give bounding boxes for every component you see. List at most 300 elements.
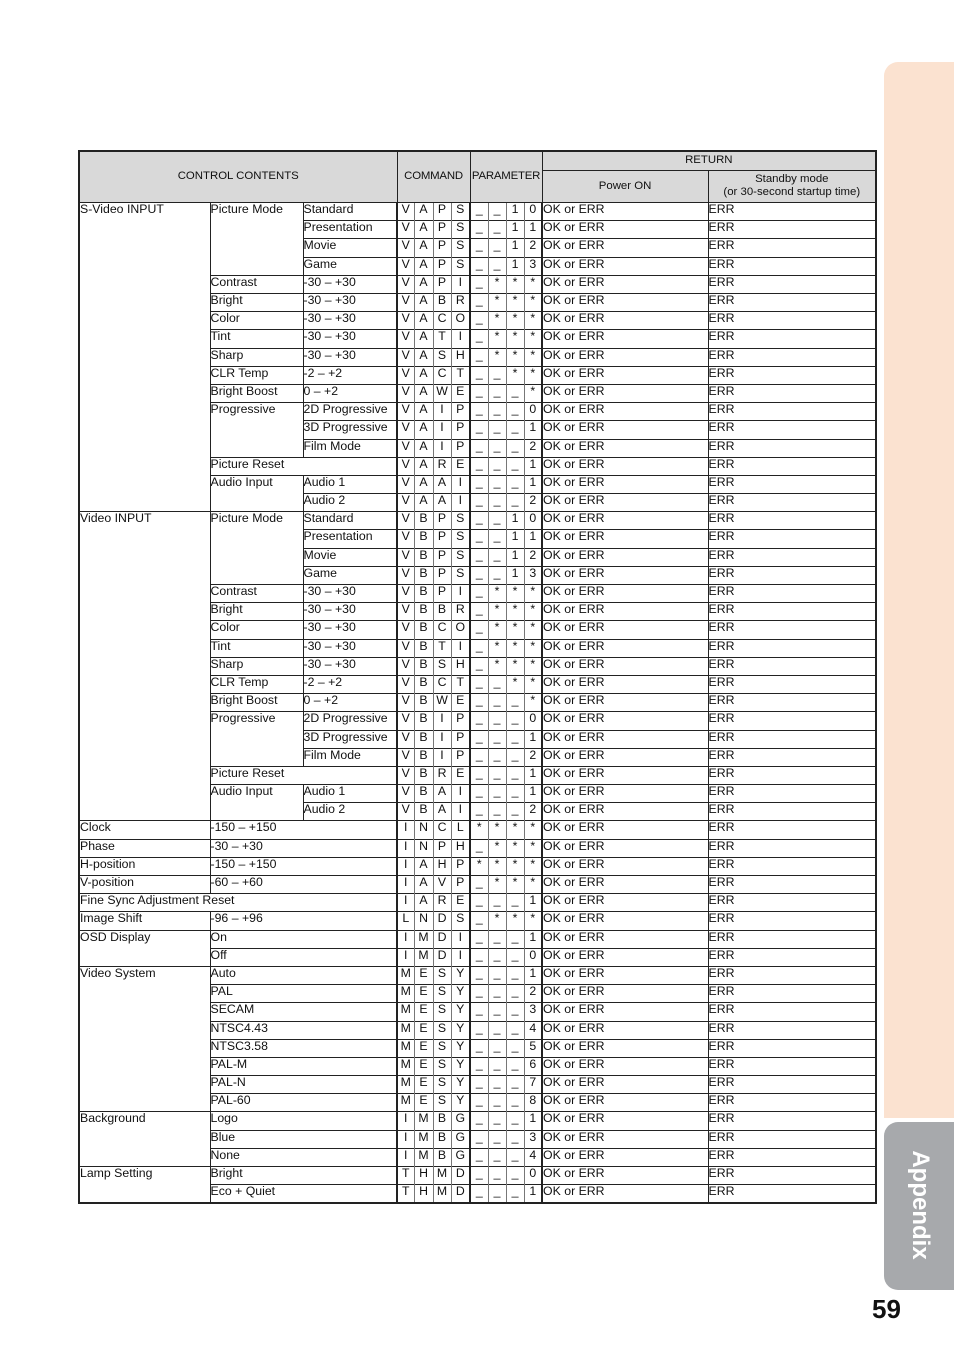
control-group-cell bbox=[79, 275, 210, 293]
parameter-char-cell: _ bbox=[470, 1112, 488, 1130]
command-char-cell: V bbox=[397, 403, 414, 421]
command-char-cell: S bbox=[451, 566, 470, 584]
parameter-char-cell: _ bbox=[470, 1167, 488, 1185]
table-row bbox=[79, 366, 876, 384]
parameter-char-cell: * bbox=[488, 275, 506, 293]
command-char-cell: A bbox=[414, 494, 433, 512]
command-char-cell: P bbox=[433, 512, 451, 530]
command-char-cell: L bbox=[397, 912, 414, 930]
parameter-char-cell: _ bbox=[470, 294, 488, 312]
command-char-cell: M bbox=[414, 1112, 433, 1130]
command-char-cell: V bbox=[397, 421, 414, 439]
parameter-char-cell: _ bbox=[488, 1185, 506, 1204]
parameter-char-cell: 1 bbox=[506, 530, 524, 548]
command-char-cell: I bbox=[451, 930, 470, 948]
command-char-cell: V bbox=[397, 621, 414, 639]
command-char-cell: A bbox=[414, 312, 433, 330]
command-char-cell: V bbox=[397, 312, 414, 330]
parameter-char-cell: * bbox=[506, 821, 524, 839]
parameter-char-cell: * bbox=[488, 585, 506, 603]
control-group-cell bbox=[79, 257, 210, 275]
control-item-cell: Bright bbox=[210, 603, 303, 621]
command-char-cell: H bbox=[451, 348, 470, 366]
control-group-cell bbox=[79, 566, 210, 584]
parameter-char-cell: * bbox=[524, 912, 542, 930]
table-row bbox=[79, 639, 876, 657]
return-standby-cell: ERR bbox=[708, 330, 876, 348]
control-item-cell bbox=[210, 257, 303, 275]
control-item-cell bbox=[210, 494, 303, 512]
command-char-cell: V bbox=[397, 785, 414, 803]
table-row bbox=[79, 403, 876, 421]
parameter-char-cell: 0 bbox=[524, 712, 542, 730]
command-char-cell: G bbox=[451, 1112, 470, 1130]
control-setting-cell: 0 – +2 bbox=[303, 384, 397, 402]
parameter-char-cell: * bbox=[524, 639, 542, 657]
parameter-char-cell: _ bbox=[470, 1094, 488, 1112]
parameter-char-cell: _ bbox=[488, 530, 506, 548]
parameter-char-cell: _ bbox=[488, 675, 506, 693]
parameter-char-cell: _ bbox=[488, 421, 506, 439]
command-char-cell: B bbox=[433, 1148, 451, 1166]
parameter-char-cell: * bbox=[524, 275, 542, 293]
parameter-char-cell: 2 bbox=[524, 439, 542, 457]
command-char-cell: D bbox=[433, 912, 451, 930]
parameter-char-cell: _ bbox=[470, 330, 488, 348]
table-row bbox=[79, 657, 876, 675]
parameter-char-cell: _ bbox=[470, 566, 488, 584]
return-standby-cell: ERR bbox=[708, 421, 876, 439]
command-char-cell: T bbox=[397, 1167, 414, 1185]
parameter-char-cell: 1 bbox=[524, 421, 542, 439]
command-char-cell: I bbox=[397, 948, 414, 966]
parameter-char-cell: _ bbox=[470, 766, 488, 784]
command-char-cell: V bbox=[397, 257, 414, 275]
header-parameter: PARAMETER bbox=[470, 151, 542, 203]
control-group-cell: V-position bbox=[79, 876, 210, 894]
command-char-cell: V bbox=[397, 530, 414, 548]
control-group-cell bbox=[79, 1185, 210, 1204]
parameter-char-cell: 1 bbox=[524, 1185, 542, 1204]
parameter-char-cell: * bbox=[488, 657, 506, 675]
parameter-char-cell: 0 bbox=[524, 403, 542, 421]
command-char-cell: G bbox=[451, 1148, 470, 1166]
parameter-char-cell: _ bbox=[470, 585, 488, 603]
control-item-cell: Audio Input bbox=[210, 475, 303, 493]
command-char-cell: Y bbox=[451, 966, 470, 984]
control-item-cell: Eco + Quiet bbox=[210, 1185, 397, 1204]
command-char-cell: B bbox=[414, 639, 433, 657]
command-char-cell: I bbox=[397, 1130, 414, 1148]
parameter-char-cell: _ bbox=[470, 876, 488, 894]
parameter-char-cell: * bbox=[506, 675, 524, 693]
command-char-cell: R bbox=[433, 894, 451, 912]
return-power-on-cell: OK or ERR bbox=[542, 566, 708, 584]
header-control-contents: CONTROL CONTENTS bbox=[79, 151, 397, 203]
control-group-cell bbox=[79, 1148, 210, 1166]
parameter-char-cell: _ bbox=[488, 475, 506, 493]
command-char-cell: P bbox=[451, 421, 470, 439]
parameter-char-cell: 1 bbox=[524, 730, 542, 748]
parameter-char-cell: _ bbox=[470, 1021, 488, 1039]
parameter-char-cell: 5 bbox=[524, 1039, 542, 1057]
return-power-on-cell: OK or ERR bbox=[542, 603, 708, 621]
control-setting-cell: Presentation bbox=[303, 221, 397, 239]
parameter-char-cell: 2 bbox=[524, 985, 542, 1003]
command-char-cell: C bbox=[433, 621, 451, 639]
command-char-cell: V bbox=[397, 603, 414, 621]
control-group-cell: Background bbox=[79, 1112, 210, 1130]
command-char-cell: C bbox=[433, 675, 451, 693]
command-char-cell: A bbox=[414, 348, 433, 366]
command-char-cell: B bbox=[414, 603, 433, 621]
parameter-char-cell: * bbox=[506, 857, 524, 875]
command-char-cell: P bbox=[433, 257, 451, 275]
command-char-cell: I bbox=[433, 403, 451, 421]
table-row bbox=[79, 985, 876, 1003]
control-group-cell bbox=[79, 475, 210, 493]
parameter-char-cell: _ bbox=[488, 930, 506, 948]
table-row bbox=[79, 566, 876, 584]
command-char-cell: I bbox=[451, 803, 470, 821]
command-char-cell: M bbox=[414, 930, 433, 948]
control-group-cell bbox=[79, 384, 210, 402]
table-row bbox=[79, 821, 876, 839]
command-char-cell: M bbox=[397, 1094, 414, 1112]
parameter-char-cell: _ bbox=[470, 239, 488, 257]
return-power-on-cell: OK or ERR bbox=[542, 421, 708, 439]
control-setting-cell: -30 – +30 bbox=[303, 585, 397, 603]
parameter-char-cell: _ bbox=[488, 1057, 506, 1075]
return-standby-cell: ERR bbox=[708, 1021, 876, 1039]
command-char-cell: S bbox=[433, 985, 451, 1003]
command-char-cell: V bbox=[397, 657, 414, 675]
command-char-cell: W bbox=[433, 384, 451, 402]
return-standby-cell: ERR bbox=[708, 948, 876, 966]
return-standby-cell: ERR bbox=[708, 566, 876, 584]
command-char-cell: A bbox=[414, 294, 433, 312]
parameter-char-cell: 1 bbox=[506, 257, 524, 275]
table-row bbox=[79, 275, 876, 293]
command-char-cell: V bbox=[397, 348, 414, 366]
parameter-char-cell: _ bbox=[470, 403, 488, 421]
parameter-char-cell: * bbox=[524, 294, 542, 312]
command-char-cell: E bbox=[414, 1057, 433, 1075]
parameter-char-cell: _ bbox=[506, 475, 524, 493]
command-char-cell: P bbox=[451, 730, 470, 748]
parameter-char-cell: _ bbox=[488, 1021, 506, 1039]
parameter-char-cell: _ bbox=[470, 730, 488, 748]
return-power-on-cell: OK or ERR bbox=[542, 366, 708, 384]
command-char-cell: S bbox=[433, 348, 451, 366]
parameter-char-cell: * bbox=[524, 839, 542, 857]
parameter-char-cell: _ bbox=[470, 1039, 488, 1057]
parameter-char-cell: 3 bbox=[524, 566, 542, 584]
control-setting-cell: Game bbox=[303, 257, 397, 275]
parameter-char-cell: _ bbox=[470, 803, 488, 821]
command-char-cell: H bbox=[451, 657, 470, 675]
control-group-cell bbox=[79, 1130, 210, 1148]
header-standby bbox=[708, 170, 876, 202]
command-char-cell: H bbox=[414, 1185, 433, 1204]
command-char-cell: P bbox=[451, 439, 470, 457]
parameter-char-cell: _ bbox=[506, 1021, 524, 1039]
command-char-cell: V bbox=[397, 675, 414, 693]
command-char-cell: V bbox=[397, 512, 414, 530]
control-group-cell bbox=[79, 1094, 210, 1112]
parameter-char-cell: _ bbox=[506, 421, 524, 439]
parameter-char-cell: _ bbox=[506, 694, 524, 712]
return-standby-cell: ERR bbox=[708, 203, 876, 221]
command-char-cell: A bbox=[414, 239, 433, 257]
table-row bbox=[79, 1094, 876, 1112]
control-group-cell bbox=[79, 948, 210, 966]
table-row bbox=[79, 912, 876, 930]
command-char-cell: Y bbox=[451, 1076, 470, 1094]
command-char-cell: V bbox=[397, 548, 414, 566]
control-group-cell bbox=[79, 621, 210, 639]
return-standby-cell: ERR bbox=[708, 457, 876, 475]
command-char-cell: V bbox=[397, 730, 414, 748]
control-item-cell bbox=[210, 803, 303, 821]
parameter-char-cell: _ bbox=[488, 457, 506, 475]
return-power-on-cell: OK or ERR bbox=[542, 657, 708, 675]
return-power-on-cell: OK or ERR bbox=[542, 403, 708, 421]
command-char-cell: B bbox=[414, 694, 433, 712]
parameter-char-cell: * bbox=[524, 366, 542, 384]
table-row bbox=[79, 221, 876, 239]
control-item-cell: Blue bbox=[210, 1130, 397, 1148]
command-char-cell: S bbox=[451, 221, 470, 239]
parameter-char-cell: * bbox=[524, 312, 542, 330]
parameter-char-cell: _ bbox=[470, 312, 488, 330]
command-char-cell: S bbox=[451, 257, 470, 275]
return-standby-cell: ERR bbox=[708, 1094, 876, 1112]
command-char-cell: M bbox=[397, 1039, 414, 1057]
parameter-char-cell: * bbox=[488, 603, 506, 621]
parameter-char-cell: * bbox=[488, 839, 506, 857]
control-setting-cell: -30 – +30 bbox=[303, 312, 397, 330]
command-char-cell: V bbox=[397, 803, 414, 821]
command-char-cell: I bbox=[397, 876, 414, 894]
table-row bbox=[79, 857, 876, 875]
control-group-cell: Phase bbox=[79, 839, 210, 857]
command-char-cell: D bbox=[451, 1167, 470, 1185]
command-char-cell: V bbox=[397, 694, 414, 712]
table-row bbox=[79, 1148, 876, 1166]
control-group-cell bbox=[79, 694, 210, 712]
parameter-char-cell: _ bbox=[488, 766, 506, 784]
return-power-on-cell: OK or ERR bbox=[542, 494, 708, 512]
command-char-cell: P bbox=[433, 839, 451, 857]
command-char-cell: V bbox=[397, 475, 414, 493]
command-char-cell: O bbox=[451, 621, 470, 639]
parameter-char-cell: _ bbox=[470, 1148, 488, 1166]
parameter-char-cell: _ bbox=[470, 1057, 488, 1075]
control-setting-cell: Film Mode bbox=[303, 439, 397, 457]
parameter-char-cell: _ bbox=[470, 548, 488, 566]
return-standby-cell: ERR bbox=[708, 603, 876, 621]
parameter-char-cell: _ bbox=[470, 512, 488, 530]
return-standby-cell: ERR bbox=[708, 1130, 876, 1148]
parameter-char-cell: _ bbox=[488, 566, 506, 584]
parameter-char-cell: _ bbox=[506, 1167, 524, 1185]
parameter-char-cell: _ bbox=[470, 985, 488, 1003]
parameter-char-cell: _ bbox=[488, 1094, 506, 1112]
table-row bbox=[79, 421, 876, 439]
parameter-char-cell: * bbox=[488, 912, 506, 930]
parameter-char-cell: 2 bbox=[524, 748, 542, 766]
parameter-char-cell: * bbox=[506, 366, 524, 384]
parameter-char-cell: _ bbox=[470, 748, 488, 766]
return-standby-cell: ERR bbox=[708, 494, 876, 512]
table-row bbox=[79, 439, 876, 457]
command-char-cell: V bbox=[397, 366, 414, 384]
return-standby-cell: ERR bbox=[708, 857, 876, 875]
parameter-char-cell: _ bbox=[488, 730, 506, 748]
header-power-on: Power ON bbox=[542, 170, 708, 202]
return-power-on-cell: OK or ERR bbox=[542, 512, 708, 530]
table-row bbox=[79, 694, 876, 712]
control-item-cell: Sharp bbox=[210, 348, 303, 366]
parameter-char-cell: 1 bbox=[506, 203, 524, 221]
control-group-cell bbox=[79, 657, 210, 675]
control-item-cell: Picture Reset bbox=[210, 457, 397, 475]
parameter-char-cell: * bbox=[506, 621, 524, 639]
control-item-cell bbox=[210, 748, 303, 766]
command-char-cell: E bbox=[414, 1039, 433, 1057]
parameter-char-cell: * bbox=[488, 621, 506, 639]
return-standby-cell: ERR bbox=[708, 730, 876, 748]
control-item-cell: PAL-M bbox=[210, 1057, 397, 1075]
command-char-cell: D bbox=[433, 930, 451, 948]
table-row bbox=[79, 512, 876, 530]
command-char-cell: Y bbox=[451, 1003, 470, 1021]
return-power-on-cell: OK or ERR bbox=[542, 675, 708, 693]
return-standby-cell: ERR bbox=[708, 530, 876, 548]
parameter-char-cell: _ bbox=[470, 948, 488, 966]
parameter-char-cell: 1 bbox=[506, 566, 524, 584]
command-char-cell: A bbox=[433, 475, 451, 493]
command-char-cell: A bbox=[414, 457, 433, 475]
parameter-char-cell: _ bbox=[470, 657, 488, 675]
table-row bbox=[79, 384, 876, 402]
command-char-cell: V bbox=[397, 748, 414, 766]
control-item-cell: -30 – +30 bbox=[210, 839, 397, 857]
return-standby-cell: ERR bbox=[708, 675, 876, 693]
command-char-cell: M bbox=[433, 1167, 451, 1185]
command-char-cell: N bbox=[414, 912, 433, 930]
parameter-char-cell: _ bbox=[488, 1130, 506, 1148]
table-row bbox=[79, 876, 876, 894]
control-item-cell: PAL-60 bbox=[210, 1094, 397, 1112]
parameter-char-cell: _ bbox=[506, 439, 524, 457]
parameter-char-cell: 4 bbox=[524, 1148, 542, 1166]
parameter-char-cell: _ bbox=[470, 257, 488, 275]
control-item-cell: On bbox=[210, 930, 397, 948]
parameter-char-cell: _ bbox=[506, 930, 524, 948]
command-char-cell: B bbox=[414, 675, 433, 693]
command-char-cell: E bbox=[451, 457, 470, 475]
parameter-char-cell: _ bbox=[488, 203, 506, 221]
table-row bbox=[79, 766, 876, 784]
parameter-char-cell: _ bbox=[470, 221, 488, 239]
parameter-char-cell: _ bbox=[470, 439, 488, 457]
table-row bbox=[79, 712, 876, 730]
parameter-char-cell: _ bbox=[470, 912, 488, 930]
parameter-char-cell: _ bbox=[488, 1167, 506, 1185]
parameter-char-cell: 2 bbox=[524, 548, 542, 566]
command-char-cell: A bbox=[414, 257, 433, 275]
control-setting-cell: 3D Progressive bbox=[303, 730, 397, 748]
table-row bbox=[79, 948, 876, 966]
table-row bbox=[79, 603, 876, 621]
return-power-on-cell: OK or ERR bbox=[542, 439, 708, 457]
command-char-cell: S bbox=[433, 657, 451, 675]
control-item-cell: -150 – +150 bbox=[210, 821, 397, 839]
return-power-on-cell: OK or ERR bbox=[542, 257, 708, 275]
command-char-cell: P bbox=[451, 403, 470, 421]
command-char-cell: A bbox=[414, 275, 433, 293]
return-standby-cell: ERR bbox=[708, 876, 876, 894]
table-row bbox=[79, 1112, 876, 1130]
parameter-char-cell: _ bbox=[506, 1039, 524, 1057]
control-item-cell: PAL bbox=[210, 985, 397, 1003]
parameter-char-cell: _ bbox=[470, 530, 488, 548]
command-char-cell: I bbox=[433, 730, 451, 748]
parameter-char-cell: _ bbox=[488, 257, 506, 275]
command-char-cell: C bbox=[433, 821, 451, 839]
parameter-char-cell: _ bbox=[488, 803, 506, 821]
table-row bbox=[79, 348, 876, 366]
return-power-on-cell: OK or ERR bbox=[542, 1039, 708, 1057]
return-power-on-cell: OK or ERR bbox=[542, 1094, 708, 1112]
control-item-cell: Sharp bbox=[210, 657, 303, 675]
return-power-on-cell: OK or ERR bbox=[542, 912, 708, 930]
command-char-cell: M bbox=[397, 1003, 414, 1021]
control-group-cell bbox=[79, 530, 210, 548]
return-standby-cell: ERR bbox=[708, 912, 876, 930]
control-group-cell bbox=[79, 1021, 210, 1039]
control-item-cell: Picture Reset bbox=[210, 766, 397, 784]
parameter-char-cell: _ bbox=[470, 966, 488, 984]
command-char-cell: V bbox=[433, 876, 451, 894]
control-setting-cell: 2D Progressive bbox=[303, 403, 397, 421]
return-standby-cell: ERR bbox=[708, 512, 876, 530]
command-char-cell: S bbox=[451, 912, 470, 930]
command-char-cell: V bbox=[397, 203, 414, 221]
control-group-cell bbox=[79, 457, 210, 475]
header-standby-line2: (or 30-second startup time) bbox=[723, 186, 861, 199]
parameter-char-cell: 0 bbox=[524, 512, 542, 530]
parameter-char-cell: * bbox=[506, 639, 524, 657]
table-row bbox=[79, 785, 876, 803]
command-char-cell: V bbox=[397, 639, 414, 657]
return-power-on-cell: OK or ERR bbox=[542, 1130, 708, 1148]
parameter-char-cell: 1 bbox=[506, 221, 524, 239]
page-number: 59 bbox=[872, 1294, 901, 1324]
parameter-char-cell: * bbox=[470, 857, 488, 875]
parameter-char-cell: _ bbox=[470, 675, 488, 693]
table-row bbox=[79, 748, 876, 766]
parameter-char-cell: 3 bbox=[524, 1130, 542, 1148]
return-power-on-cell: OK or ERR bbox=[542, 694, 708, 712]
parameter-char-cell: _ bbox=[488, 1003, 506, 1021]
parameter-char-cell: _ bbox=[506, 948, 524, 966]
control-group-cell bbox=[79, 748, 210, 766]
table-row bbox=[79, 203, 876, 221]
return-power-on-cell: OK or ERR bbox=[542, 1185, 708, 1204]
